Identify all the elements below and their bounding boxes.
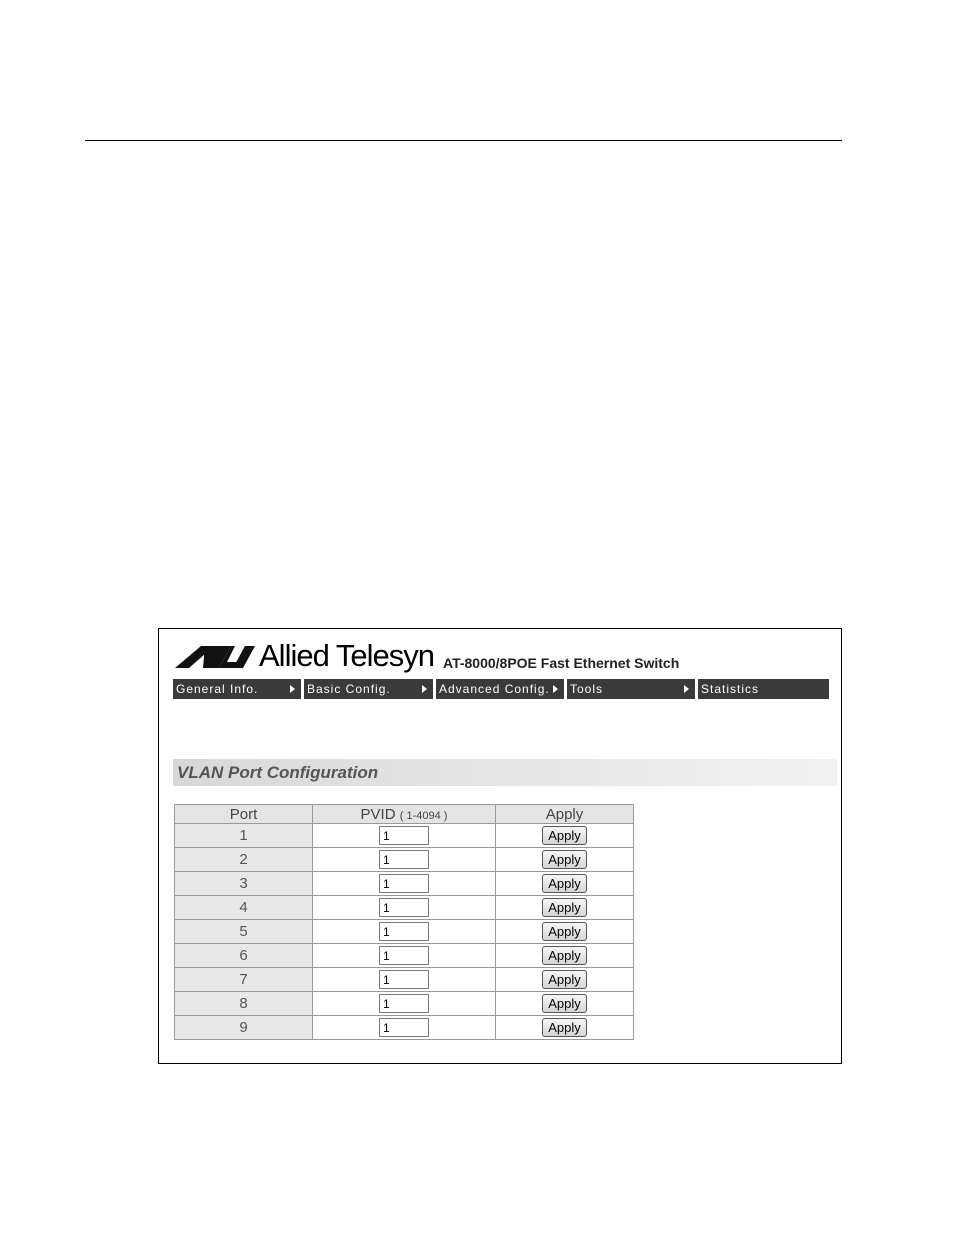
column-header-apply (496, 805, 634, 824)
vlan-port-table (174, 804, 634, 1040)
apply-button[interactable]: Apply (542, 898, 587, 917)
pvid-cell (313, 824, 496, 848)
pvid-cell (313, 944, 496, 968)
pvid-cell (313, 872, 496, 896)
pvid-input[interactable] (379, 826, 429, 845)
column-header-pvid (313, 805, 496, 824)
table-row (175, 992, 634, 1016)
submenu-arrow-icon (684, 685, 689, 693)
apply-button[interactable]: Apply (542, 874, 587, 893)
table-row (175, 968, 634, 992)
pvid-input[interactable] (379, 994, 429, 1013)
nav-basic-config-label: Basic Config. (307, 682, 391, 696)
main-nav-bar (173, 679, 829, 699)
table-row (175, 1016, 634, 1040)
page-top-rule (85, 140, 842, 141)
table-header-row (175, 805, 634, 824)
column-header-pvid-label: PVID (360, 805, 396, 823)
table-row (175, 872, 634, 896)
port-number: 5 (239, 923, 248, 940)
port-number: 1 (239, 827, 248, 844)
apply-cell (496, 872, 634, 896)
port-number-cell (175, 968, 313, 992)
apply-cell (496, 968, 634, 992)
nav-advanced-config-label: Advanced Config. (439, 682, 550, 696)
table-row (175, 824, 634, 848)
table-row (175, 920, 634, 944)
pvid-cell (313, 992, 496, 1016)
port-number-cell (175, 824, 313, 848)
apply-cell (496, 896, 634, 920)
pvid-input[interactable] (379, 898, 429, 917)
nav-statistics-label: Statistics (701, 682, 760, 696)
apply-button[interactable]: Apply (542, 994, 587, 1013)
port-number: 7 (239, 971, 248, 988)
apply-cell (496, 944, 634, 968)
apply-cell (496, 920, 634, 944)
port-number-cell (175, 896, 313, 920)
pvid-input[interactable] (379, 922, 429, 941)
apply-button[interactable]: Apply (542, 946, 587, 965)
apply-button[interactable]: Apply (542, 850, 587, 869)
brand-name: Allied Telesyn (259, 638, 434, 673)
allied-telesyn-logo-mark-icon (175, 642, 257, 672)
apply-button[interactable]: Apply (542, 922, 587, 941)
apply-cell (496, 824, 634, 848)
port-number-cell (175, 872, 313, 896)
apply-cell (496, 1016, 634, 1040)
port-number: 2 (239, 851, 248, 868)
nav-tools-label: Tools (570, 682, 604, 696)
section-title-bar (173, 759, 837, 786)
port-number: 4 (239, 899, 248, 916)
pvid-cell (313, 968, 496, 992)
submenu-arrow-icon (422, 685, 427, 693)
pvid-input[interactable] (379, 874, 429, 893)
column-header-port (175, 805, 313, 824)
pvid-input[interactable] (379, 850, 429, 869)
apply-button[interactable]: Apply (542, 1018, 587, 1037)
pvid-input[interactable] (379, 946, 429, 965)
device-model-title: AT-8000/8POE Fast Ethernet Switch (443, 655, 680, 671)
column-header-apply-label: Apply (545, 805, 584, 823)
apply-cell (496, 848, 634, 872)
port-number-cell (175, 992, 313, 1016)
port-number: 3 (239, 875, 248, 892)
port-number: 6 (239, 947, 248, 964)
port-number-cell (175, 944, 313, 968)
pvid-input[interactable] (379, 970, 429, 989)
nav-basic-config[interactable] (304, 679, 433, 699)
port-number-cell (175, 848, 313, 872)
apply-cell (496, 992, 634, 1016)
apply-button[interactable]: Apply (542, 826, 587, 845)
port-number-cell (175, 1016, 313, 1040)
nav-general-info-label: General Info. (176, 682, 259, 696)
port-number: 8 (239, 995, 248, 1012)
table-body (175, 824, 634, 1040)
submenu-arrow-icon (553, 685, 558, 693)
pvid-input[interactable] (379, 1018, 429, 1037)
nav-general-info[interactable] (173, 679, 301, 699)
table-row (175, 848, 634, 872)
port-number: 9 (239, 1019, 248, 1036)
pvid-range-hint: ( 1-4094 ) (399, 809, 448, 822)
submenu-arrow-icon (290, 685, 295, 693)
nav-advanced-config[interactable] (436, 679, 564, 699)
pvid-cell (313, 920, 496, 944)
section-title: VLAN Port Configuration (177, 763, 379, 782)
pvid-cell (313, 896, 496, 920)
nav-tools[interactable] (567, 679, 695, 699)
pvid-cell (313, 1016, 496, 1040)
table-row (175, 944, 634, 968)
apply-button[interactable]: Apply (542, 970, 587, 989)
port-number-cell (175, 920, 313, 944)
column-header-port-label: Port (229, 805, 258, 823)
nav-statistics[interactable] (698, 679, 829, 699)
pvid-cell (313, 848, 496, 872)
table-row (175, 896, 634, 920)
